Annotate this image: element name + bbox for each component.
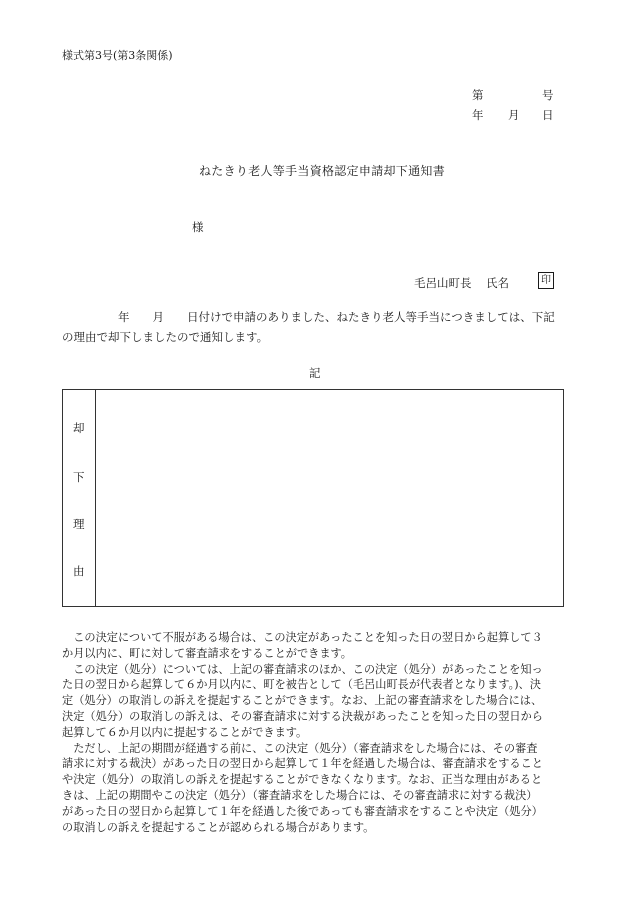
seal-stamp: 印 [538, 272, 554, 289]
notice-line: 定（処分）の取消しの訴えを提起することができます。なお、上記の審査請求をした場合には、 [62, 694, 543, 708]
form-number: 様式第3号(第3条関係) [62, 49, 173, 62]
notice-line: や決定（処分）の取消しの訴えを提起することができなくなります。なお、正当な理由があると [62, 773, 543, 787]
notice-line: ただし、上記の期間が経過する前に、この決定（処分）（審査請求をした場合には、その審査 [62, 741, 538, 755]
notice-line: この決定（処分）については、上記の審査請求のほか、この決定（処分）があったことを知っ [62, 662, 543, 676]
rejection-reason-content[interactable] [97, 390, 563, 606]
reason-label-char: 由 [73, 564, 85, 578]
notification-body [62, 307, 568, 347]
notice-line: この決定について不服がある場合は、この決定があったことを知った日の翌日から起算して３ [62, 631, 543, 644]
date-month-label: 月 [508, 108, 520, 122]
notice-line: 請求に対する裁決）があった日の翌日から起算して１年を経過した場合は、審査請求をすること [62, 757, 543, 771]
addressee-suffix: 様 [192, 220, 204, 234]
notice-line: か月以内に、町に対して審査請求をすることができます。 [62, 646, 352, 660]
notice-line: 起算して６か月以内に提起することができます。 [62, 725, 308, 739]
rejection-reason-label-column [63, 390, 96, 606]
reason-label-char: 却 [73, 421, 85, 435]
issuer-name-label: 氏名 [486, 276, 509, 290]
ki-heading: 記 [309, 366, 321, 380]
notice-line: の取消しの訴えを提起することが認められる場合があります。 [62, 820, 375, 834]
notice-line: 決定（処分）の取消しの訴えは、その審査請求に対する決裁があったことを知った日の翌日から [62, 709, 543, 723]
appeal-notice [62, 630, 568, 835]
notice-line: があった日の翌日から起算して１年を経過した後であっても審査請求をすることや決定（処分） [62, 804, 543, 818]
date-year-label: 年 [472, 108, 484, 122]
document-title: ねたきり老人等手当資格認定申請却下通知書 [199, 164, 446, 178]
body-line: の理由で却下しましたので通知します。 [62, 330, 269, 344]
body-line: 年 月 日付けで申請のありました、ねたきり老人等手当につきましては、下記 [118, 310, 555, 324]
issuer-title: 毛呂山町長 [414, 276, 472, 290]
notice-line: きは、上記の期間やこの決定（処分）（審査請求をした場合には、その審査請求に対する裁決） [62, 788, 538, 802]
reason-label-char: 下 [73, 470, 85, 484]
reason-label-char: 理 [73, 517, 85, 531]
rejection-reason-box [62, 389, 564, 607]
notice-line: た日の翌日から起算して６か月以内に、町を被告として（毛呂山町長が代表者となります。)、決 [62, 678, 541, 692]
reference-go: 号 [542, 88, 554, 102]
reference-dai: 第 [472, 88, 484, 102]
date-day-label: 日 [542, 108, 554, 122]
